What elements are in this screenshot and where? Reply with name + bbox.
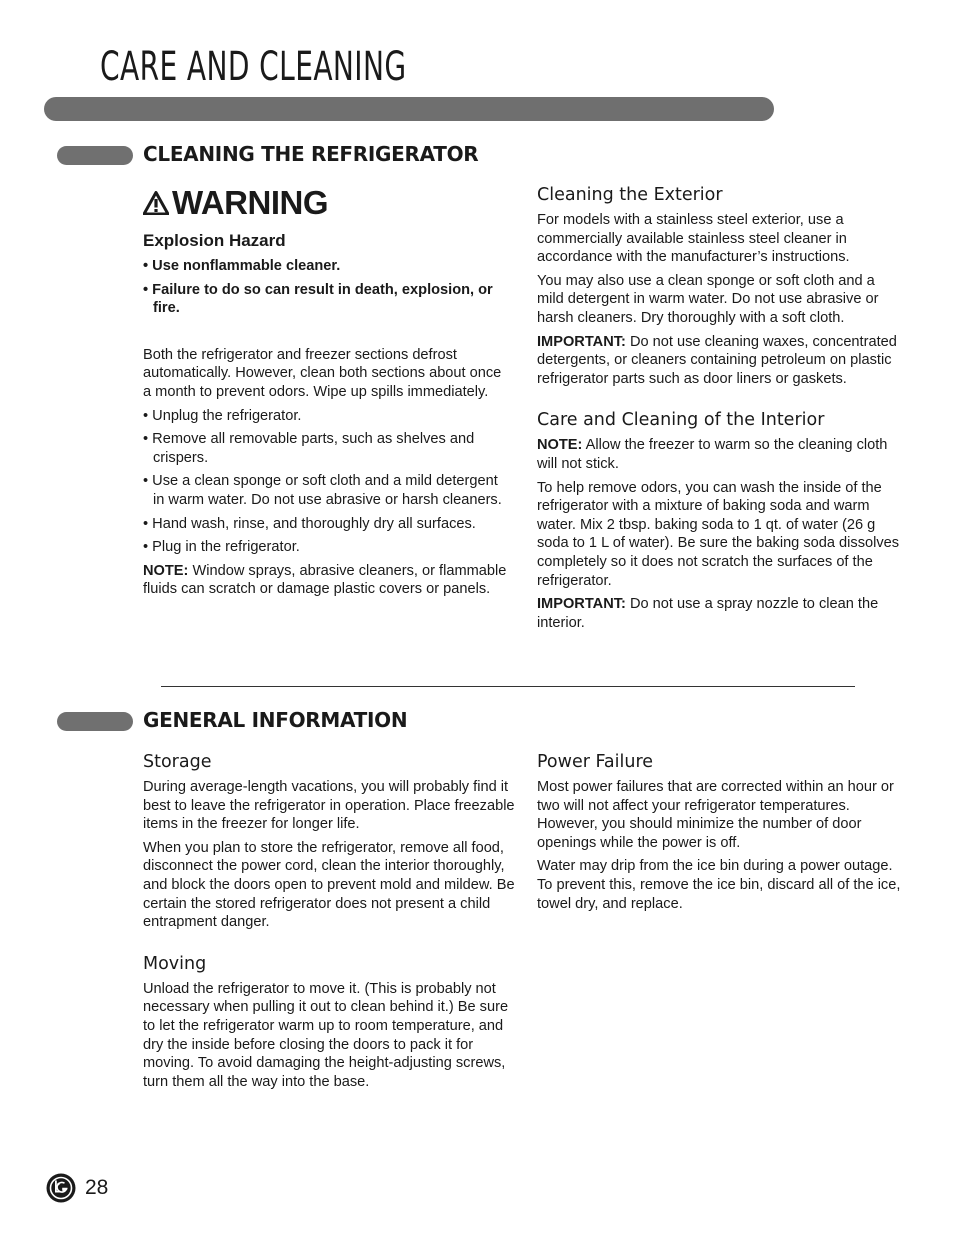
hazard-title: Explosion Hazard (143, 231, 286, 250)
storage-paragraph: During average-length vacations, you will probably find it best to leave the refrigerator in operation. Place freezable items in the freezer for longer life. (143, 779, 515, 833)
important-text: Do not use a spray nozzle to clean the interior. (537, 596, 879, 631)
warning-title (143, 184, 513, 222)
cleaning-note (143, 562, 513, 599)
interior-heading: Care and Cleaning of the Interior (537, 410, 825, 431)
important-label: IMPORTANT: (537, 333, 626, 350)
cleaning-step: • Unplug the refrigerator. (143, 407, 302, 424)
cleaning-step: • Use a clean sponge or soft cloth and a mild detergent in warm water. Do not use abrasive or harsh cleaners. (143, 473, 502, 508)
cleaning-step: • Plug in the refrigerator. (143, 539, 300, 556)
cleaning-step: • Hand wash, rinse, and thoroughly dry all surfaces. (143, 515, 476, 532)
power-failure-paragraph: Most power failures that are corrected within an hour or two will not affect your refrigerator temperatures. However, you should minimize the number of door openings while the power is off. (537, 779, 894, 851)
section-heading-cleaning: CLEANING THE REFRIGERATOR (143, 142, 479, 166)
title-bar (44, 97, 774, 121)
power-failure-heading: Power Failure (537, 752, 654, 772)
warning-bullet: • Use nonflammable cleaner. (143, 258, 341, 274)
page-footer (46, 1173, 108, 1203)
power-failure-paragraph: Water may drip from the ice bin during a power outage. To prevent this, remove the ice bin, discard all of the ice, towel dry, and replace. (537, 858, 901, 912)
note-label: NOTE: (537, 437, 583, 454)
section-marker (57, 712, 133, 731)
exterior-paragraph: You may also use a clean sponge or soft cloth and a mild detergent in warm water. Do not use abrasive or harsh cleaners. Dry thoroughly with a soft cloth. (537, 272, 879, 326)
left-column-cleaning (143, 184, 513, 604)
cleaning-step: • Remove all removable parts, such as shelves and crispers. (143, 431, 475, 466)
page-title: CARE AND CLEANING (100, 44, 407, 90)
left-column-general (143, 751, 518, 1096)
important-label: IMPORTANT: (537, 596, 626, 613)
moving-paragraph: Unload the refrigerator to move it. (This is probably not necessary when pulling it out to clean behind it.) Be sure to let the refrigerator warm up to room temperature, and dry the inside before closing the doors to pack it for moving. To avoid damaging the height-adjusting screws, turn them all the way into the base. (143, 980, 509, 1090)
exterior-important (537, 333, 905, 389)
warning-triangle-icon (143, 191, 169, 215)
warning-label: WARNING (172, 184, 328, 221)
cleaning-intro: Both the refrigerator and freezer sections defrost automatically. However, clean both sections about once a month to prevent odors. Wipe up spills immediately. (143, 346, 502, 400)
interior-important (537, 595, 905, 632)
section-heading-general: GENERAL INFORMATION (143, 708, 408, 732)
right-column-general (537, 751, 905, 918)
page-number: 28 (85, 1176, 109, 1199)
note-label: NOTE: (143, 562, 189, 579)
interior-note (537, 436, 905, 473)
lg-logo-icon (46, 1173, 76, 1203)
moving-heading: Moving (143, 953, 207, 974)
right-column-cleaning (537, 184, 905, 637)
storage-paragraph: When you plan to store the refrigerator, remove all food, disconnect the power cord, clean the interior thoroughly, and block the doors open to prevent mold and mildew. Be certain the stored refrigerator does not present a child entrapment danger. (143, 839, 515, 931)
section-marker (57, 146, 133, 165)
note-text: Window sprays, abrasive cleaners, or flammable fluids can scratch or damage plastic covers or panels. (143, 562, 507, 598)
note-text: Allow the freezer to warm so the cleaning cloth will not stick. (537, 437, 888, 472)
exterior-paragraph: For models with a stainless steel exterior, use a commercially available stainless steel cleaner in accordance with the manufacturer’s instructions. (537, 212, 850, 266)
section-divider (161, 686, 855, 687)
storage-heading: Storage (143, 752, 212, 772)
interior-paragraph: To help remove odors, you can wash the inside of the refrigerator with a mixture of baking soda and warm water. Mix 2 tbsp. baking soda to 1 qt. of water (26 g soda to 1 L of water). Be sure the baking soda dissolves completely so it does not scratch the surfaces of the refrigerator. (537, 479, 900, 589)
warning-bullet: • Failure to do so can result in death, explosion, or fire. (143, 281, 493, 317)
exterior-heading: Cleaning the Exterior (537, 185, 723, 205)
important-text: Do not use cleaning waxes, concentrated detergents, or cleaners containing petroleum on plastic refrigerator parts such as door liners or gaskets. (537, 333, 897, 387)
